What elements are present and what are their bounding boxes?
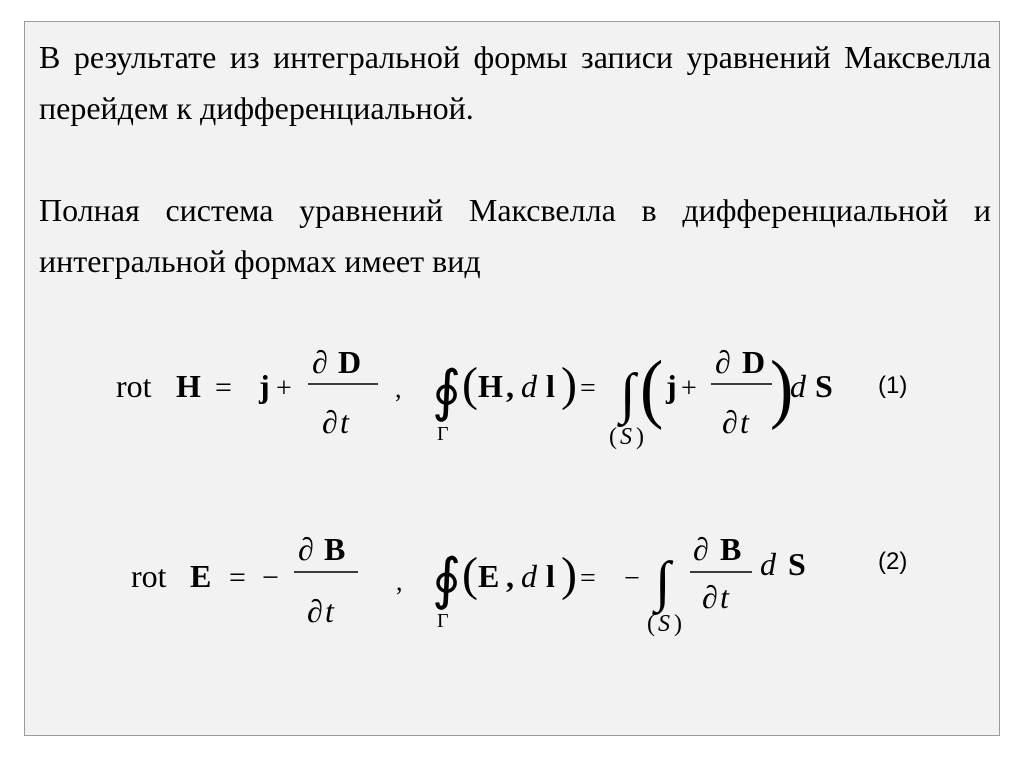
equation-2-differential — [131, 531, 403, 629]
vector-E: E — [478, 558, 500, 594]
partial-symbol: ∂ — [322, 404, 338, 440]
vector-B: B — [324, 531, 346, 567]
variable-t: t — [740, 404, 749, 440]
partial-symbol: ∂ — [298, 531, 314, 567]
surface-s: S — [620, 424, 632, 450]
variable-t: t — [720, 579, 729, 615]
differential-d: d — [790, 368, 806, 404]
equals-sign: = — [229, 561, 246, 594]
vector-l: l — [546, 368, 555, 404]
right-paren: ) — [636, 424, 644, 450]
vector-j: j — [666, 368, 677, 404]
partial-symbol: ∂ — [312, 344, 328, 380]
left-paren: ( — [609, 424, 617, 450]
intro-paragraph: В результате из интегральной формы записи уравнений Максвелла перейдем к дифференциальной. — [39, 39, 991, 126]
vector-H: H — [176, 368, 201, 404]
variable-t: t — [325, 593, 334, 629]
left-paren: ( — [462, 358, 478, 411]
equation-1-number: (1) — [878, 372, 908, 399]
rot-operator: rot — [131, 558, 167, 594]
surface-integral-sign: ∫ — [620, 363, 636, 425]
comma: , — [396, 567, 403, 596]
differential-d: d — [521, 558, 537, 594]
vector-D: D — [338, 344, 362, 380]
system-paragraph: Полная система уравнений Максвелла в дифференциальной и интегральной формах имеет вид — [39, 192, 991, 279]
left-paren: ( — [462, 548, 478, 601]
comma: , — [506, 368, 514, 404]
contour-gamma: Γ — [437, 610, 449, 632]
comma: , — [395, 374, 402, 403]
vector-l: l — [546, 558, 555, 594]
variable-t: t — [340, 404, 349, 440]
comma: , — [506, 558, 514, 594]
minus-sign: − — [262, 561, 279, 594]
equals-sign: = — [215, 371, 232, 404]
vector-E: E — [190, 558, 212, 594]
differential-d: d — [521, 368, 537, 404]
contour-integral-sign: ∮ — [432, 549, 462, 611]
contour-gamma: Γ — [437, 423, 449, 445]
partial-symbol: ∂ — [307, 593, 323, 629]
differential-d: d — [760, 546, 776, 582]
vector-S: S — [788, 546, 806, 582]
vector-B: B — [720, 531, 742, 567]
vector-j: j — [259, 368, 270, 404]
big-right-paren: ) — [770, 344, 794, 431]
right-paren: ) — [561, 548, 577, 601]
right-paren: ) — [561, 358, 577, 411]
surface-s: S — [658, 611, 670, 637]
vector-H: H — [478, 368, 503, 404]
left-paren: ( — [647, 611, 655, 637]
partial-symbol: ∂ — [715, 344, 731, 380]
plus-sign: + — [681, 373, 697, 404]
partial-symbol: ∂ — [722, 404, 738, 440]
partial-symbol: ∂ — [693, 531, 709, 567]
equals-sign: = — [580, 563, 596, 594]
surface-integral-sign: ∫ — [655, 551, 671, 613]
equation-2-number: (2) — [878, 548, 908, 575]
rot-operator: rot — [116, 368, 152, 404]
equation-1-integral — [432, 344, 833, 450]
big-left-paren: ( — [640, 344, 664, 431]
equation-1-differential — [116, 344, 402, 440]
equation-2-integral — [432, 531, 806, 637]
vector-D: D — [742, 344, 766, 380]
partial-symbol: ∂ — [702, 579, 718, 615]
vector-S: S — [815, 368, 833, 404]
contour-integral-sign: ∮ — [432, 361, 462, 423]
equals-sign: = — [580, 373, 596, 404]
plus-sign: + — [276, 373, 292, 404]
right-paren: ) — [674, 611, 682, 637]
minus-sign: − — [624, 563, 640, 594]
